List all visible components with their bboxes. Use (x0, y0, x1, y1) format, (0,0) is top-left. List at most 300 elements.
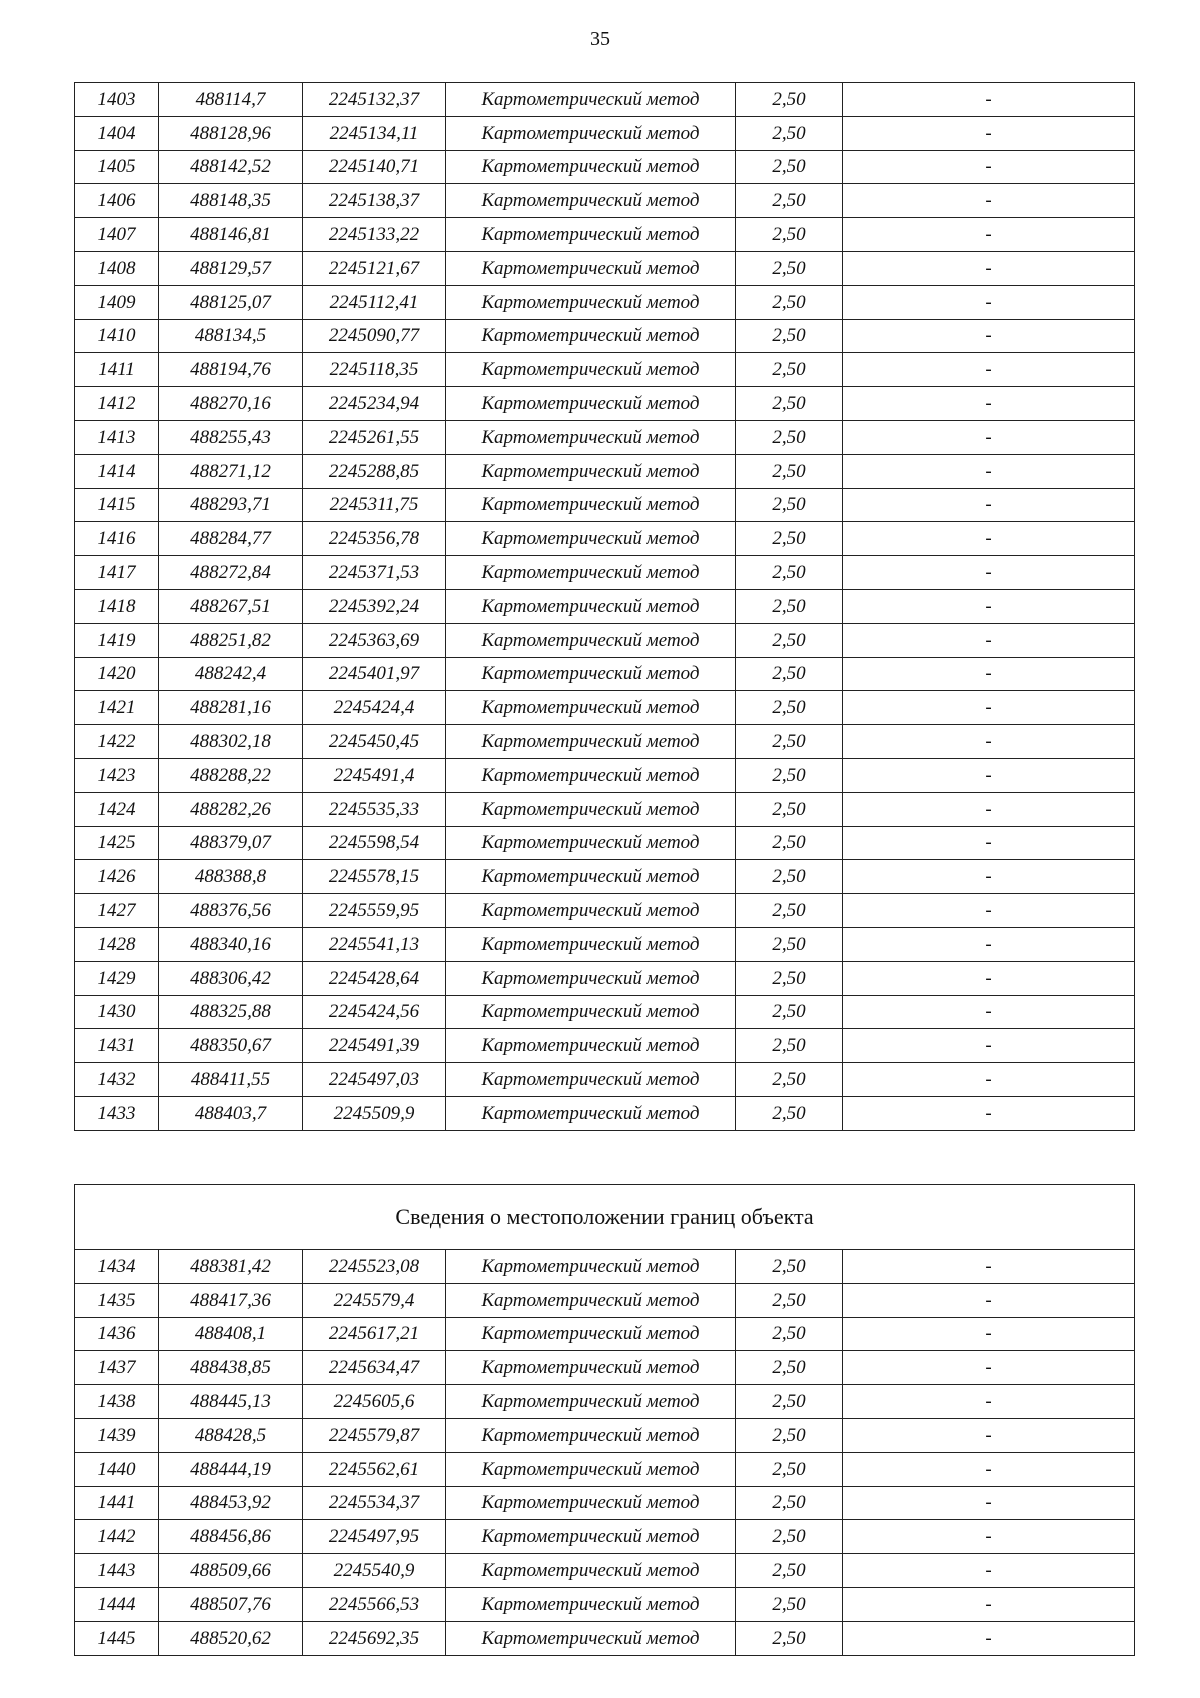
method-cell: Картометрический метод (446, 1351, 736, 1385)
table-row (75, 758, 1135, 792)
table-row (75, 691, 1135, 725)
y-coordinate-cell: 2245634,47 (303, 1351, 446, 1385)
point-number-cell: 1404 (75, 116, 159, 150)
point-number-cell: 1414 (75, 454, 159, 488)
accuracy-cell: 2,50 (736, 1520, 843, 1554)
x-coordinate-cell: 488507,76 (159, 1587, 303, 1621)
accuracy-cell: 2,50 (736, 116, 843, 150)
y-coordinate-cell: 2245090,77 (303, 319, 446, 353)
method-cell: Картометрический метод (446, 218, 736, 252)
y-coordinate-cell: 2245121,67 (303, 251, 446, 285)
x-coordinate-cell: 488379,07 (159, 826, 303, 860)
y-coordinate-cell: 2245491,4 (303, 758, 446, 792)
accuracy-cell: 2,50 (736, 556, 843, 590)
x-coordinate-cell: 488148,35 (159, 184, 303, 218)
x-coordinate-cell: 488428,5 (159, 1418, 303, 1452)
x-coordinate-cell: 488270,16 (159, 387, 303, 421)
note-cell: - (843, 319, 1135, 353)
point-number-cell: 1442 (75, 1520, 159, 1554)
table-row (75, 1486, 1135, 1520)
accuracy-cell: 2,50 (736, 927, 843, 961)
accuracy-cell: 2,50 (736, 792, 843, 826)
accuracy-cell: 2,50 (736, 150, 843, 184)
y-coordinate-cell: 2245540,9 (303, 1554, 446, 1588)
x-coordinate-cell: 488376,56 (159, 894, 303, 928)
point-number-cell: 1445 (75, 1621, 159, 1655)
method-cell: Картометрический метод (446, 657, 736, 691)
method-cell: Картометрический метод (446, 285, 736, 319)
note-cell: - (843, 961, 1135, 995)
point-number-cell: 1405 (75, 150, 159, 184)
table-row (75, 894, 1135, 928)
y-coordinate-cell: 2245133,22 (303, 218, 446, 252)
accuracy-cell: 2,50 (736, 826, 843, 860)
accuracy-cell: 2,50 (736, 488, 843, 522)
page-number: 35 (590, 28, 610, 50)
y-coordinate-cell: 2245578,15 (303, 860, 446, 894)
coordinates-table-1-body (75, 83, 1135, 1131)
y-coordinate-cell: 2245579,4 (303, 1283, 446, 1317)
table-row (75, 454, 1135, 488)
accuracy-cell: 2,50 (736, 1351, 843, 1385)
point-number-cell: 1406 (75, 184, 159, 218)
accuracy-cell: 2,50 (736, 725, 843, 759)
x-coordinate-cell: 488272,84 (159, 556, 303, 590)
table-row (75, 1587, 1135, 1621)
table-row (75, 1418, 1135, 1452)
accuracy-cell: 2,50 (736, 1418, 843, 1452)
method-cell: Картометрический метод (446, 623, 736, 657)
point-number-cell: 1412 (75, 387, 159, 421)
accuracy-cell: 2,50 (736, 1621, 843, 1655)
table-row (75, 961, 1135, 995)
y-coordinate-cell: 2245392,24 (303, 589, 446, 623)
note-cell: - (843, 792, 1135, 826)
table-row (75, 353, 1135, 387)
table-row (75, 1029, 1135, 1063)
accuracy-cell: 2,50 (736, 623, 843, 657)
table-row (75, 184, 1135, 218)
table-row (75, 251, 1135, 285)
note-cell: - (843, 1587, 1135, 1621)
x-coordinate-cell: 488251,82 (159, 623, 303, 657)
accuracy-cell: 2,50 (736, 285, 843, 319)
note-cell: - (843, 251, 1135, 285)
x-coordinate-cell: 488267,51 (159, 589, 303, 623)
x-coordinate-cell: 488408,1 (159, 1317, 303, 1351)
note-cell: - (843, 860, 1135, 894)
y-coordinate-cell: 2245617,21 (303, 1317, 446, 1351)
table-row (75, 285, 1135, 319)
x-coordinate-cell: 488255,43 (159, 420, 303, 454)
note-cell: - (843, 725, 1135, 759)
y-coordinate-cell: 2245509,9 (303, 1096, 446, 1130)
accuracy-cell: 2,50 (736, 894, 843, 928)
note-cell: - (843, 1385, 1135, 1419)
y-coordinate-cell: 2245356,78 (303, 522, 446, 556)
note-cell: - (843, 116, 1135, 150)
accuracy-cell: 2,50 (736, 691, 843, 725)
accuracy-cell: 2,50 (736, 522, 843, 556)
note-cell: - (843, 623, 1135, 657)
note-cell: - (843, 488, 1135, 522)
note-cell: - (843, 657, 1135, 691)
x-coordinate-cell: 488453,92 (159, 1486, 303, 1520)
y-coordinate-cell: 2245534,37 (303, 1486, 446, 1520)
x-coordinate-cell: 488306,42 (159, 961, 303, 995)
y-coordinate-cell: 2245562,61 (303, 1452, 446, 1486)
table-row (75, 387, 1135, 421)
accuracy-cell: 2,50 (736, 454, 843, 488)
note-cell: - (843, 1520, 1135, 1554)
note-cell: - (843, 927, 1135, 961)
x-coordinate-cell: 488417,36 (159, 1283, 303, 1317)
method-cell: Картометрический метод (446, 1587, 736, 1621)
table-row (75, 1351, 1135, 1385)
point-number-cell: 1434 (75, 1250, 159, 1284)
table-row (75, 792, 1135, 826)
y-coordinate-cell: 2245450,45 (303, 725, 446, 759)
point-number-cell: 1443 (75, 1554, 159, 1588)
method-cell: Картометрический метод (446, 1486, 736, 1520)
point-number-cell: 1438 (75, 1385, 159, 1419)
table-row (75, 1283, 1135, 1317)
x-coordinate-cell: 488288,22 (159, 758, 303, 792)
note-cell: - (843, 420, 1135, 454)
y-coordinate-cell: 2245692,35 (303, 1621, 446, 1655)
table-row (75, 860, 1135, 894)
y-coordinate-cell: 2245118,35 (303, 353, 446, 387)
note-cell: - (843, 218, 1135, 252)
table-row (75, 218, 1135, 252)
accuracy-cell: 2,50 (736, 1250, 843, 1284)
method-cell: Картометрический метод (446, 1283, 736, 1317)
note-cell: - (843, 1250, 1135, 1284)
table-row (75, 1063, 1135, 1097)
accuracy-cell: 2,50 (736, 1452, 843, 1486)
coordinates-table-1 (74, 82, 1135, 1131)
table-row (75, 1385, 1135, 1419)
point-number-cell: 1411 (75, 353, 159, 387)
table-row (75, 116, 1135, 150)
x-coordinate-cell: 488445,13 (159, 1385, 303, 1419)
method-cell: Картометрический метод (446, 1250, 736, 1284)
table-row (75, 1096, 1135, 1130)
x-coordinate-cell: 488388,8 (159, 860, 303, 894)
x-coordinate-cell: 488284,77 (159, 522, 303, 556)
note-cell: - (843, 285, 1135, 319)
method-cell: Картометрический метод (446, 1029, 736, 1063)
table-row (75, 1554, 1135, 1588)
x-coordinate-cell: 488114,7 (159, 83, 303, 117)
accuracy-cell: 2,50 (736, 387, 843, 421)
y-coordinate-cell: 2245605,6 (303, 1385, 446, 1419)
y-coordinate-cell: 2245424,56 (303, 995, 446, 1029)
x-coordinate-cell: 488282,26 (159, 792, 303, 826)
point-number-cell: 1426 (75, 860, 159, 894)
accuracy-cell: 2,50 (736, 995, 843, 1029)
accuracy-cell: 2,50 (736, 589, 843, 623)
accuracy-cell: 2,50 (736, 184, 843, 218)
y-coordinate-cell: 2245138,37 (303, 184, 446, 218)
y-coordinate-cell: 2245424,4 (303, 691, 446, 725)
method-cell: Картометрический метод (446, 589, 736, 623)
x-coordinate-cell: 488325,88 (159, 995, 303, 1029)
x-coordinate-cell: 488509,66 (159, 1554, 303, 1588)
note-cell: - (843, 454, 1135, 488)
note-cell: - (843, 1452, 1135, 1486)
accuracy-cell: 2,50 (736, 1587, 843, 1621)
accuracy-cell: 2,50 (736, 251, 843, 285)
point-number-cell: 1441 (75, 1486, 159, 1520)
x-coordinate-cell: 488134,5 (159, 319, 303, 353)
accuracy-cell: 2,50 (736, 218, 843, 252)
note-cell: - (843, 387, 1135, 421)
point-number-cell: 1430 (75, 995, 159, 1029)
note-cell: - (843, 894, 1135, 928)
point-number-cell: 1409 (75, 285, 159, 319)
method-cell: Картометрический метод (446, 995, 736, 1029)
point-number-cell: 1407 (75, 218, 159, 252)
accuracy-cell: 2,50 (736, 1554, 843, 1588)
y-coordinate-cell: 2245428,64 (303, 961, 446, 995)
method-cell: Картометрический метод (446, 184, 736, 218)
table-row (75, 522, 1135, 556)
method-cell: Картометрический метод (446, 1418, 736, 1452)
note-cell: - (843, 1029, 1135, 1063)
note-cell: - (843, 1554, 1135, 1588)
point-number-cell: 1437 (75, 1351, 159, 1385)
table-row (75, 1250, 1135, 1284)
note-cell: - (843, 1486, 1135, 1520)
accuracy-cell: 2,50 (736, 1029, 843, 1063)
table-row (75, 150, 1135, 184)
accuracy-cell: 2,50 (736, 1096, 843, 1130)
point-number-cell: 1429 (75, 961, 159, 995)
x-coordinate-cell: 488281,16 (159, 691, 303, 725)
note-cell: - (843, 83, 1135, 117)
section-header-row (75, 1185, 1135, 1250)
note-cell: - (843, 995, 1135, 1029)
table-row (75, 83, 1135, 117)
accuracy-cell: 2,50 (736, 83, 843, 117)
method-cell: Картометрический метод (446, 927, 736, 961)
point-number-cell: 1431 (75, 1029, 159, 1063)
y-coordinate-cell: 2245112,41 (303, 285, 446, 319)
y-coordinate-cell: 2245535,33 (303, 792, 446, 826)
method-cell: Картометрический метод (446, 961, 736, 995)
note-cell: - (843, 353, 1135, 387)
x-coordinate-cell: 488411,55 (159, 1063, 303, 1097)
y-coordinate-cell: 2245541,13 (303, 927, 446, 961)
method-cell: Картометрический метод (446, 1317, 736, 1351)
method-cell: Картометрический метод (446, 150, 736, 184)
y-coordinate-cell: 2245288,85 (303, 454, 446, 488)
table-row (75, 623, 1135, 657)
table-row (75, 1452, 1135, 1486)
note-cell: - (843, 1096, 1135, 1130)
method-cell: Картометрический метод (446, 387, 736, 421)
note-cell: - (843, 556, 1135, 590)
point-number-cell: 1420 (75, 657, 159, 691)
x-coordinate-cell: 488194,76 (159, 353, 303, 387)
accuracy-cell: 2,50 (736, 1283, 843, 1317)
y-coordinate-cell: 2245497,03 (303, 1063, 446, 1097)
method-cell: Картометрический метод (446, 1554, 736, 1588)
point-number-cell: 1419 (75, 623, 159, 657)
table-row (75, 1520, 1135, 1554)
accuracy-cell: 2,50 (736, 758, 843, 792)
table-row (75, 1317, 1135, 1351)
point-number-cell: 1428 (75, 927, 159, 961)
point-number-cell: 1427 (75, 894, 159, 928)
point-number-cell: 1417 (75, 556, 159, 590)
y-coordinate-cell: 2245134,11 (303, 116, 446, 150)
table-row (75, 725, 1135, 759)
point-number-cell: 1425 (75, 826, 159, 860)
point-number-cell: 1410 (75, 319, 159, 353)
point-number-cell: 1408 (75, 251, 159, 285)
point-number-cell: 1403 (75, 83, 159, 117)
method-cell: Картометрический метод (446, 116, 736, 150)
point-number-cell: 1421 (75, 691, 159, 725)
note-cell: - (843, 522, 1135, 556)
method-cell: Картометрический метод (446, 522, 736, 556)
coordinates-table-2 (74, 1184, 1135, 1656)
x-coordinate-cell: 488146,81 (159, 218, 303, 252)
note-cell: - (843, 589, 1135, 623)
method-cell: Картометрический метод (446, 251, 736, 285)
point-number-cell: 1415 (75, 488, 159, 522)
table-row (75, 556, 1135, 590)
point-number-cell: 1432 (75, 1063, 159, 1097)
method-cell: Картометрический метод (446, 1621, 736, 1655)
method-cell: Картометрический метод (446, 1063, 736, 1097)
y-coordinate-cell: 2245566,53 (303, 1587, 446, 1621)
x-coordinate-cell: 488142,52 (159, 150, 303, 184)
method-cell: Картометрический метод (446, 1452, 736, 1486)
method-cell: Картометрический метод (446, 894, 736, 928)
accuracy-cell: 2,50 (736, 657, 843, 691)
y-coordinate-cell: 2245598,54 (303, 826, 446, 860)
y-coordinate-cell: 2245371,53 (303, 556, 446, 590)
x-coordinate-cell: 488302,18 (159, 725, 303, 759)
method-cell: Картометрический метод (446, 1096, 736, 1130)
method-cell: Картометрический метод (446, 319, 736, 353)
accuracy-cell: 2,50 (736, 1385, 843, 1419)
point-number-cell: 1435 (75, 1283, 159, 1317)
y-coordinate-cell: 2245234,94 (303, 387, 446, 421)
x-coordinate-cell: 488456,86 (159, 1520, 303, 1554)
y-coordinate-cell: 2245497,95 (303, 1520, 446, 1554)
table-row (75, 319, 1135, 353)
method-cell: Картометрический метод (446, 420, 736, 454)
x-coordinate-cell: 488125,07 (159, 285, 303, 319)
x-coordinate-cell: 488444,19 (159, 1452, 303, 1486)
point-number-cell: 1423 (75, 758, 159, 792)
point-number-cell: 1416 (75, 522, 159, 556)
point-number-cell: 1440 (75, 1452, 159, 1486)
y-coordinate-cell: 2245132,37 (303, 83, 446, 117)
x-coordinate-cell: 488438,85 (159, 1351, 303, 1385)
note-cell: - (843, 1418, 1135, 1452)
y-coordinate-cell: 2245579,87 (303, 1418, 446, 1452)
y-coordinate-cell: 2245363,69 (303, 623, 446, 657)
method-cell: Картометрический метод (446, 826, 736, 860)
note-cell: - (843, 1063, 1135, 1097)
table-row (75, 488, 1135, 522)
method-cell: Картометрический метод (446, 488, 736, 522)
note-cell: - (843, 1283, 1135, 1317)
y-coordinate-cell: 2245401,97 (303, 657, 446, 691)
table-row (75, 927, 1135, 961)
note-cell: - (843, 1317, 1135, 1351)
point-number-cell: 1436 (75, 1317, 159, 1351)
point-number-cell: 1439 (75, 1418, 159, 1452)
note-cell: - (843, 1621, 1135, 1655)
point-number-cell: 1422 (75, 725, 159, 759)
point-number-cell: 1418 (75, 589, 159, 623)
method-cell: Картометрический метод (446, 758, 736, 792)
accuracy-cell: 2,50 (736, 353, 843, 387)
note-cell: - (843, 1351, 1135, 1385)
table-row (75, 995, 1135, 1029)
x-coordinate-cell: 488293,71 (159, 488, 303, 522)
point-number-cell: 1444 (75, 1587, 159, 1621)
note-cell: - (843, 150, 1135, 184)
section-title: Сведения о местоположении границ объекта (75, 1185, 1135, 1250)
x-coordinate-cell: 488381,42 (159, 1250, 303, 1284)
point-number-cell: 1433 (75, 1096, 159, 1130)
method-cell: Картометрический метод (446, 1385, 736, 1419)
y-coordinate-cell: 2245261,55 (303, 420, 446, 454)
y-coordinate-cell: 2245523,08 (303, 1250, 446, 1284)
method-cell: Картометрический метод (446, 860, 736, 894)
y-coordinate-cell: 2245140,71 (303, 150, 446, 184)
accuracy-cell: 2,50 (736, 1486, 843, 1520)
method-cell: Картометрический метод (446, 1520, 736, 1554)
point-number-cell: 1424 (75, 792, 159, 826)
x-coordinate-cell: 488129,57 (159, 251, 303, 285)
note-cell: - (843, 758, 1135, 792)
table-row (75, 420, 1135, 454)
y-coordinate-cell: 2245311,75 (303, 488, 446, 522)
x-coordinate-cell: 488271,12 (159, 454, 303, 488)
accuracy-cell: 2,50 (736, 860, 843, 894)
accuracy-cell: 2,50 (736, 961, 843, 995)
method-cell: Картометрический метод (446, 353, 736, 387)
x-coordinate-cell: 488128,96 (159, 116, 303, 150)
method-cell: Картометрический метод (446, 556, 736, 590)
method-cell: Картометрический метод (446, 792, 736, 826)
note-cell: - (843, 184, 1135, 218)
y-coordinate-cell: 2245491,39 (303, 1029, 446, 1063)
method-cell: Картометрический метод (446, 83, 736, 117)
point-number-cell: 1413 (75, 420, 159, 454)
x-coordinate-cell: 488403,7 (159, 1096, 303, 1130)
table-row (75, 1621, 1135, 1655)
x-coordinate-cell: 488242,4 (159, 657, 303, 691)
note-cell: - (843, 691, 1135, 725)
y-coordinate-cell: 2245559,95 (303, 894, 446, 928)
x-coordinate-cell: 488350,67 (159, 1029, 303, 1063)
table-row (75, 657, 1135, 691)
method-cell: Картометрический метод (446, 725, 736, 759)
coordinates-table-2-body (75, 1185, 1135, 1656)
x-coordinate-cell: 488340,16 (159, 927, 303, 961)
note-cell: - (843, 826, 1135, 860)
x-coordinate-cell: 488520,62 (159, 1621, 303, 1655)
